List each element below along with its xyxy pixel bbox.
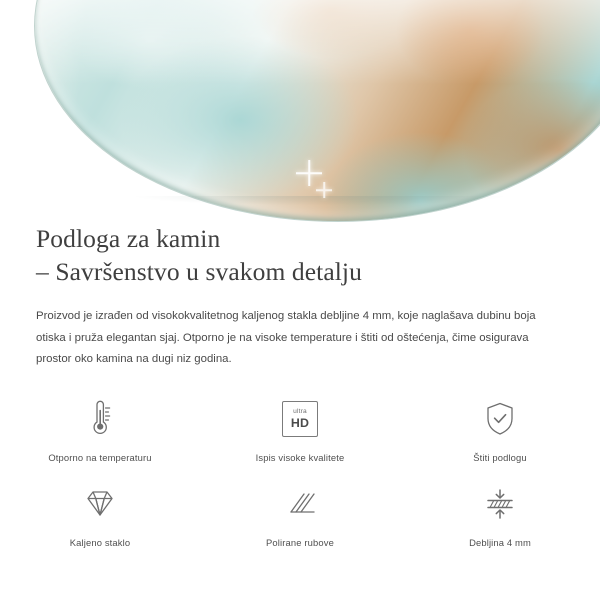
thickness-icon xyxy=(479,481,521,527)
feature-item-polished-edges xyxy=(200,481,400,548)
ultra-hd-icon xyxy=(282,396,318,442)
feature-item-surface-protection xyxy=(400,396,600,463)
feature-item-tempered-glass xyxy=(0,481,200,548)
text-content xyxy=(0,222,600,371)
feature-label: Otporno na temperaturu xyxy=(48,452,152,463)
ultra-hd-badge-bottom: HD xyxy=(290,415,310,430)
feature-item-temperature xyxy=(0,396,200,463)
hero-product-image xyxy=(0,0,600,222)
hero-circle-mask xyxy=(0,0,600,222)
diamond-icon xyxy=(79,481,121,527)
page-title-line-2: – Savršenstvo u svakom detalju xyxy=(36,257,362,286)
ultra-hd-badge-top: ultra xyxy=(293,408,307,415)
feature-grid xyxy=(0,396,600,548)
polished-edges-icon xyxy=(279,481,321,527)
feature-label: Debljina 4 mm xyxy=(469,537,531,548)
shield-check-icon xyxy=(480,396,520,442)
page-title-line-1: Podloga za kamin xyxy=(36,224,221,253)
thermometer-icon xyxy=(80,396,120,442)
page-title xyxy=(0,222,600,288)
feature-label: Kaljeno staklo xyxy=(69,537,131,548)
feature-item-print-quality xyxy=(200,396,400,463)
product-description-paragraph: Proizvod je izrađen od visokokvalitetnog kaljenog stakla debljine 4 mm, koje naglašava dubinu boja otiska i pruža elegantan sjaj. Otporno je na visoke temperature i štiti od oštećenja, čime osigurava prostor oko kamina na dugi niz godina. xyxy=(36,310,536,365)
feature-label: Ispis visoke kvalitete xyxy=(255,452,345,463)
feature-label: Štiti podlogu xyxy=(473,452,527,463)
feature-item-thickness xyxy=(400,481,600,548)
feature-label: Polirane rubove xyxy=(266,537,334,548)
